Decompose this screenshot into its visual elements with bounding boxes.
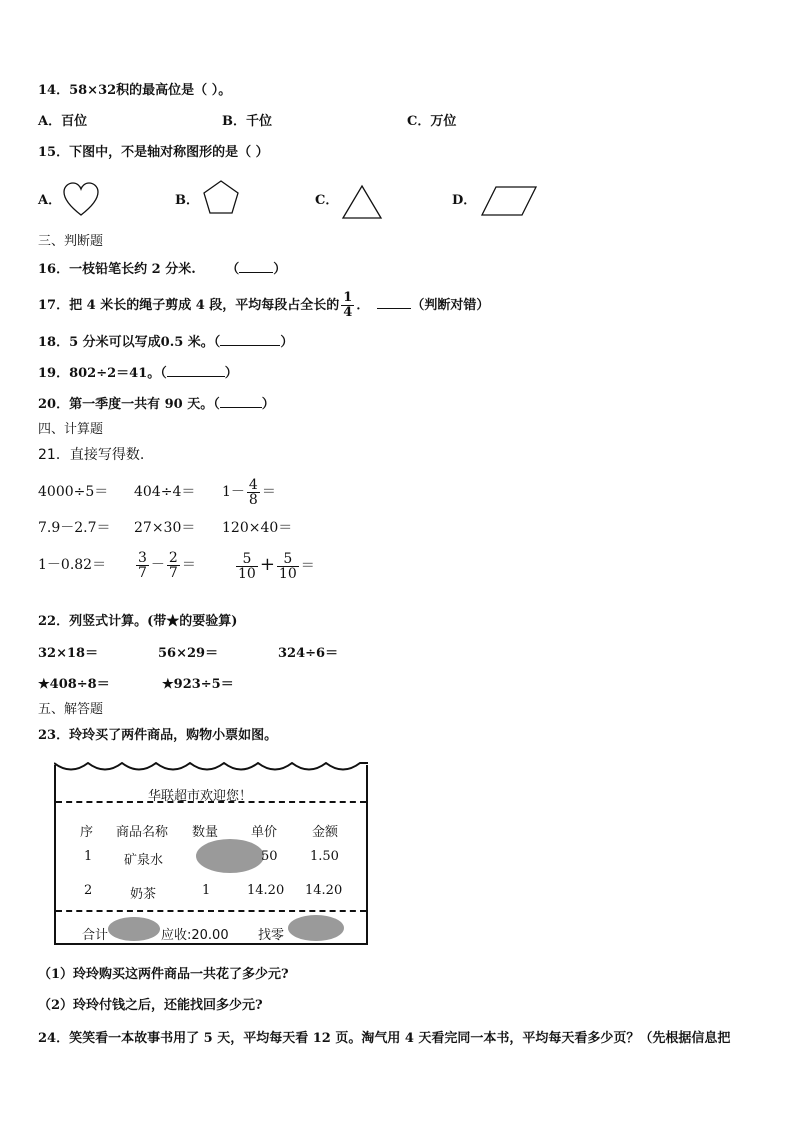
receipt-row1-price: 50 bbox=[261, 849, 278, 864]
q21-r3c2-frac2 bbox=[167, 551, 180, 580]
q15-option-d: D． bbox=[452, 193, 477, 208]
q18-close: ） bbox=[280, 335, 294, 350]
q21-r3c2-den2: 7 bbox=[168, 564, 178, 581]
shopping-receipt bbox=[54, 765, 368, 945]
pentagon-shape-icon bbox=[202, 179, 240, 215]
section-5-heading: 五、解答题 bbox=[38, 702, 104, 717]
q19-answer-blank[interactable] bbox=[167, 363, 225, 377]
receipt-divider-bottom bbox=[56, 910, 366, 912]
heart-shape-icon bbox=[62, 182, 100, 218]
receipt-header-no: 序 bbox=[80, 825, 94, 840]
q21-r3c1: 1－0.82＝ bbox=[38, 557, 107, 573]
q21-r3c2-eq: ＝ bbox=[181, 557, 196, 573]
q17-frac-num: 1 bbox=[343, 290, 353, 305]
receipt-total-obscured bbox=[108, 917, 160, 941]
q19-text: 19．802÷2＝41。（ bbox=[38, 366, 167, 381]
q19-line bbox=[38, 363, 238, 383]
q21-r2c3: 120×40＝ bbox=[222, 520, 293, 536]
receipt-due: 应收:20.00 bbox=[161, 928, 229, 943]
q21-r1c3 bbox=[222, 473, 276, 511]
q22-expr-1: 32×18＝ bbox=[38, 646, 99, 661]
receipt-header-price: 单价 bbox=[251, 825, 278, 840]
q21-r1c3-b: ＝ bbox=[261, 484, 276, 500]
section-4-heading: 四、计算题 bbox=[38, 422, 104, 437]
q15-option-b: B． bbox=[175, 193, 199, 208]
q14-option-c: C．万位 bbox=[407, 114, 457, 129]
section-3-heading: 三、判断题 bbox=[38, 234, 104, 249]
q16-text: 16．一枝铅笔长约 2 分米. bbox=[38, 262, 196, 277]
receipt-total-label: 合计 bbox=[82, 928, 109, 943]
q23-sub2: （2）玲玲付钱之后，还能找回多少元? bbox=[38, 998, 263, 1013]
q21-r3c2-num1: 3 bbox=[138, 549, 147, 566]
q20-line bbox=[38, 394, 275, 414]
q15-option-a: A． bbox=[38, 193, 62, 208]
q21-r3c2-den1: 7 bbox=[138, 564, 147, 581]
q17-frac-den: 4 bbox=[343, 305, 353, 320]
q14-option-a: A．百位 bbox=[38, 114, 88, 129]
q23-stem: 23．玲玲买了两件商品，购物小票如图。 bbox=[38, 728, 278, 743]
q17-fraction bbox=[341, 291, 354, 320]
q21-r1c3-num: 4 bbox=[248, 476, 258, 493]
parallelogram-shape-icon bbox=[480, 185, 538, 217]
receipt-header-qty: 数量 bbox=[192, 825, 219, 840]
q21-r3c3-num1: 5 bbox=[236, 552, 258, 567]
q21-r3c3-op: + bbox=[259, 554, 275, 575]
receipt-row2-amount: 14.20 bbox=[305, 883, 343, 898]
triangle-shape-icon bbox=[341, 184, 383, 220]
q21-r3c3-frac2 bbox=[277, 552, 299, 581]
q21-r3c3-frac1 bbox=[236, 552, 258, 581]
q20-close: ） bbox=[261, 397, 275, 412]
receipt-change-label: 找零 bbox=[258, 928, 285, 943]
q15-stem: 15．下图中，不是轴对称图形的是（ ） bbox=[38, 145, 269, 160]
receipt-row1-amount: 1.50 bbox=[310, 849, 339, 864]
q21-r2c2: 27×30＝ bbox=[134, 520, 196, 536]
q21-r3c2-op: － bbox=[150, 557, 165, 573]
receipt-row1-name: 矿泉水 bbox=[124, 853, 164, 868]
q22-expr-5: ★923÷5＝ bbox=[162, 677, 234, 692]
q21-r3c3-den1: 10 bbox=[238, 565, 256, 582]
q17-answer-blank[interactable] bbox=[377, 295, 411, 309]
q21-r1c1: 4000÷5＝ bbox=[38, 484, 109, 500]
q19-close: ） bbox=[224, 366, 238, 381]
q21-r3c3 bbox=[234, 546, 315, 585]
q22-title: 22．列竖式计算。(带★的要验算) bbox=[38, 614, 238, 629]
q23-sub1: （1）玲玲购买这两件商品一共花了多少元? bbox=[38, 967, 289, 982]
q20-answer-blank[interactable] bbox=[220, 394, 262, 408]
q16-paren-close: ） bbox=[273, 262, 287, 277]
receipt-row2-price: 14.20 bbox=[247, 883, 285, 898]
receipt-row2-qty: 1 bbox=[202, 883, 211, 898]
q16-paren-open: （ bbox=[226, 262, 240, 277]
q21-r3c2 bbox=[134, 546, 196, 584]
q21-r3c2-num2: 2 bbox=[168, 549, 178, 566]
q24-text: 24．笑笑看一本故事书用了 5 天，平均每天看 12 页。淘气用 4 天看完同一本书，平均每天看多少页？（先根据信息把 bbox=[38, 1031, 731, 1046]
q22-expr-4: ★408÷8＝ bbox=[38, 677, 110, 692]
q21-r3c3-eq: ＝ bbox=[300, 558, 315, 574]
receipt-change-obscured bbox=[288, 915, 344, 941]
q16-line bbox=[38, 259, 286, 279]
q21-r2c1: 7.9－2.7＝ bbox=[38, 520, 111, 536]
q18-text: 18．5 分米可以写成0.5 米。（ bbox=[38, 335, 221, 350]
q21-r3c3-den2: 10 bbox=[278, 565, 297, 582]
receipt-header-amount: 金额 bbox=[312, 825, 339, 840]
q14-stem: 14．58×32积的最高位是（ ）。 bbox=[38, 83, 232, 98]
receipt-row2-name: 奶茶 bbox=[130, 887, 157, 902]
q18-answer-blank[interactable] bbox=[220, 332, 280, 346]
receipt-row2-no: 2 bbox=[84, 883, 93, 898]
receipt-title: 华联超市欢迎您！ bbox=[148, 789, 253, 804]
q22-expr-3: 324÷6＝ bbox=[278, 646, 339, 661]
q15-option-c: C． bbox=[315, 193, 339, 208]
q17-after: ． bbox=[356, 298, 370, 313]
receipt-row1-no: 1 bbox=[84, 849, 93, 864]
q21-r1c3-fraction bbox=[247, 478, 260, 507]
q21-r1c3-den: 8 bbox=[248, 491, 258, 508]
receipt-header-name: 商品名称 bbox=[116, 825, 169, 840]
q17-before: 17．把 4 米长的绳子剪成 4 段，平均每段占全长的 bbox=[38, 298, 340, 313]
q22-expr-2: 56×29＝ bbox=[158, 646, 219, 661]
q21-r1c3-a: 1－ bbox=[222, 484, 245, 500]
q17-tail: （判断对错） bbox=[411, 298, 490, 313]
q16-answer-blank[interactable] bbox=[239, 259, 273, 273]
q18-line bbox=[38, 332, 293, 352]
q14-option-b: B．千位 bbox=[222, 114, 272, 129]
q21-r3c2-frac1 bbox=[136, 551, 149, 580]
q20-text: 20．第一季度一共有 90 天。（ bbox=[38, 397, 220, 412]
q21-title: 21．直接写得数. bbox=[38, 447, 145, 463]
q21-r3c3-num2: 5 bbox=[277, 552, 299, 567]
q21-r1c2: 404÷4＝ bbox=[134, 484, 196, 500]
receipt-divider-top bbox=[56, 801, 366, 803]
receipt-row1-qty-obscured bbox=[196, 839, 264, 873]
q17-line bbox=[38, 287, 489, 325]
